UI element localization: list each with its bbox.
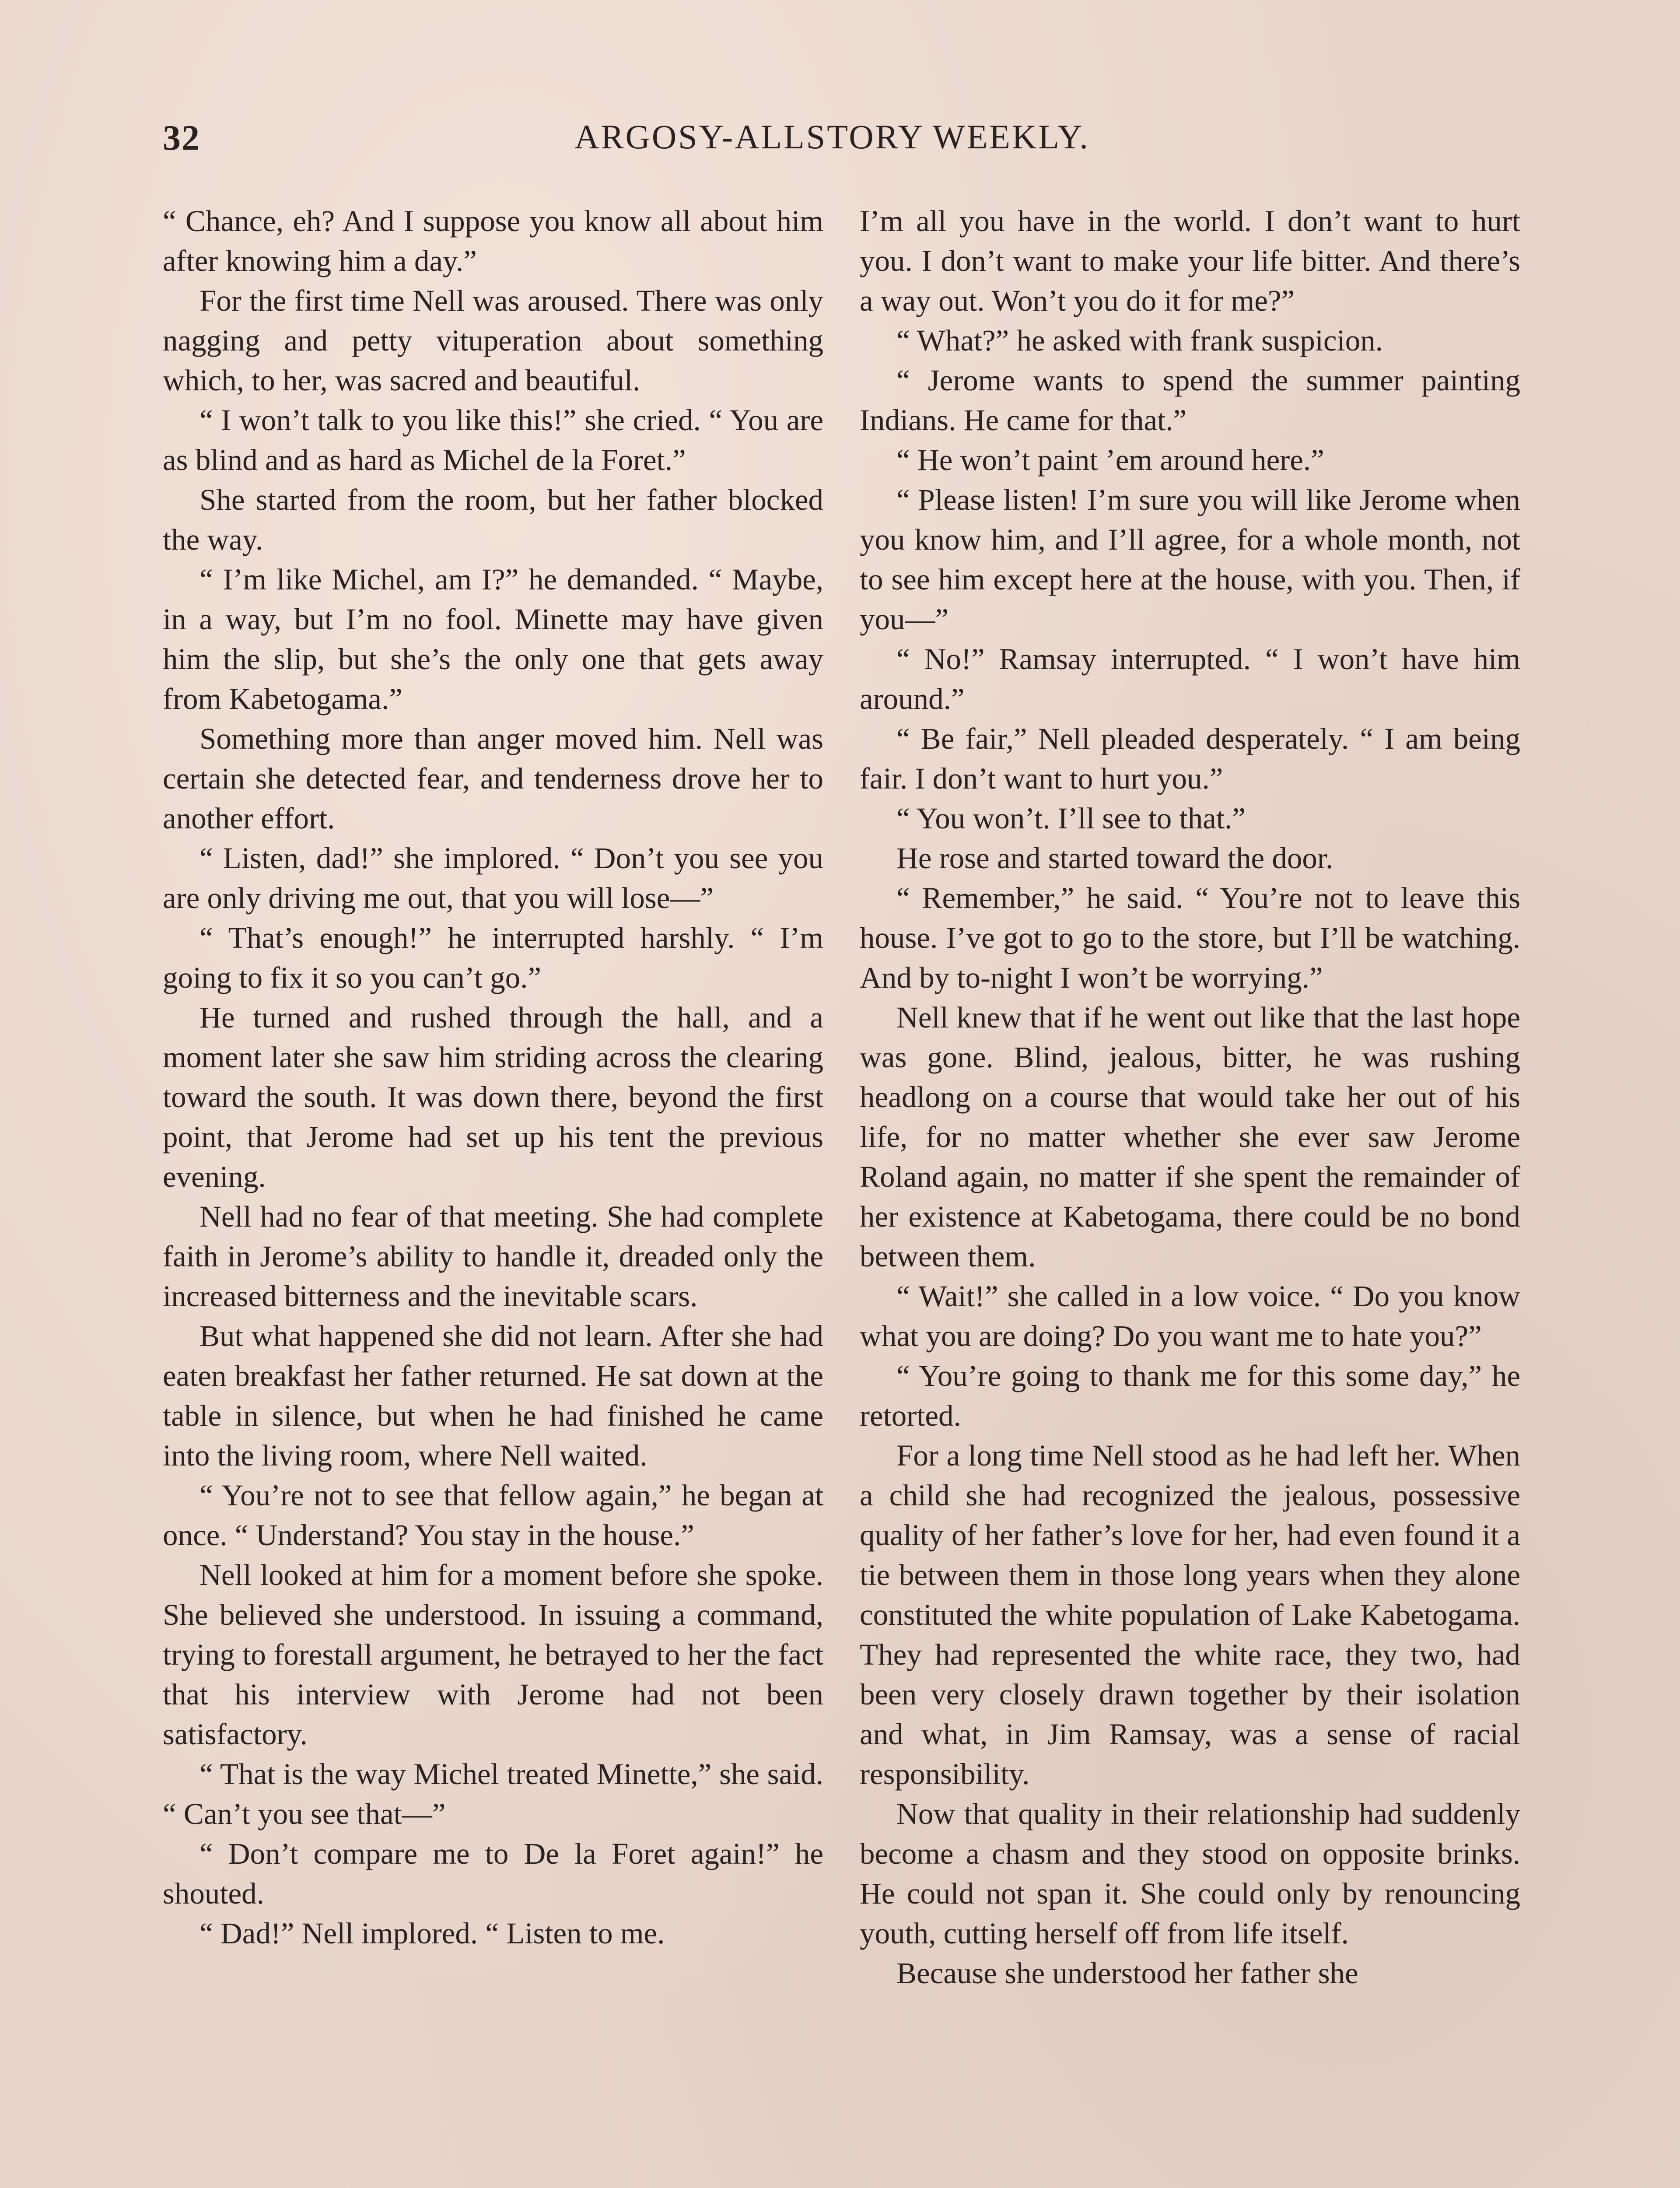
paragraph: He rose and started toward the door.	[896, 842, 1334, 875]
paragraph: Something more than anger moved him. Nell was certain she detected fear, and tenderness drove her to another effort.	[163, 722, 823, 835]
paragraph: “ I’m like Michel, am I?” he demanded. “ Maybe, in a way, but I’m no fool. Minette may have given him the slip, but she’s the only one that gets away from Kabetogama.”	[163, 563, 823, 715]
paragraph: “ He won’t paint ’em around here.”	[896, 443, 1324, 477]
paragraph: “ That is the way Michel treated Minette,” she said. “ Can’t you see that—”	[163, 1757, 823, 1830]
paragraph: He turned and rushed through the hall, and a moment later she saw him striding across the clearing toward the south. It was down there, beyond the first point, that Jerome had set up his tent the previous evening.	[163, 1001, 823, 1193]
paragraph: Nell knew that if he went out like that the last hope was gone. Blind, jealous, bitter, he was rushing headlong on a course that would take her out of his life, for no matter whether she ever saw Jerome Roland again, no matter if she spent the remainder of her existence at Kabetogama, there could be no bond between them.	[860, 1001, 1520, 1273]
paragraph: “ You won’t. I’ll see to that.”	[896, 802, 1246, 835]
paragraph: But what happened she did not learn. After she had eaten breakfast her father returned. He sat down at the table in silence, but when he had finished he came into the living room, where Nell waited.	[163, 1319, 823, 1472]
paragraph: “ What?” he asked with frank suspicion.	[896, 324, 1383, 357]
paragraph: Now that quality in their relationship had suddenly become a chasm and they stood on opposite brinks. He could not span it. She could only by renouncing youth, cutting herself off from life itself.	[860, 1797, 1520, 1950]
paragraph: “ You’re not to see that fellow again,” he began at once. “ Understand? You stay in the house.”	[163, 1479, 823, 1552]
paragraph: “ Dad!” Nell implored. “ Listen to me.	[200, 1917, 665, 1950]
paragraph: For the first time Nell was aroused. There was only nagging and petty vituperation about something which, to her, was sacred and beautiful.	[163, 284, 823, 397]
paragraph: “ Listen, dad!” she implored. “ Don’t you see you are only driving me out, that you will lose—”	[163, 842, 823, 915]
paragraph: She started from the room, but her father blocked the way.	[163, 483, 823, 556]
paragraph: “ No!” Ramsay interrupted. “ I won’t have him around.”	[860, 642, 1520, 715]
page-number: 32	[163, 118, 200, 158]
paragraph: Because she understood her father she	[896, 1957, 1358, 1990]
paragraph: “ Wait!” she called in a low voice. “ Do you know what you are doing? Do you want me to hate you?”	[860, 1280, 1520, 1353]
left-column	[163, 201, 823, 1953]
running-head	[163, 117, 1502, 165]
paragraph: For a long time Nell stood as he had left her. When a child she had recognized the jealous, possessive quality of her father’s love for her, had even found it a tie between them in those long years when they alone constituted the white population of Lake Kabetogama. They had represented the white race, they two, had been very closely drawn together by their isolation and what, in Jim Ramsay, was a sense of racial responsibility.	[860, 1439, 1520, 1791]
paragraph: “ Chance, eh? And I suppose you know all about him after knowing him a day.”	[163, 204, 823, 277]
paragraph: “ Be fair,” Nell pleaded desperately. “ I am being fair. I don’t want to hurt you.”	[860, 722, 1520, 795]
paragraph-continuation: I’m all you have in the world. I don’t want to hurt you. I don’t want to make your life bitter. And there’s a way out. Won’t you do it for me?”	[860, 204, 1520, 317]
paragraph: Nell had no fear of that meeting. She had complete faith in Jerome’s ability to handle it, dreaded only the increased bitterness and the inevitable scars.	[163, 1200, 823, 1313]
paragraph: “ You’re going to thank me for this some day,” he retorted.	[860, 1359, 1520, 1432]
paragraph: “ Don’t compare me to De la Foret again!” he shouted.	[163, 1837, 823, 1910]
paragraph: “ Please listen! I’m sure you will like Jerome when you know him, and I’ll agree, for a whole month, not to see him except here at the house, with you. Then, if you—”	[860, 483, 1520, 636]
magazine-title: ARGOSY-ALLSTORY WEEKLY.	[574, 118, 1090, 156]
paragraph: Nell looked at him for a moment before she spoke. She believed she understood. In issuing a command, trying to forestall argument, he betrayed to her the fact that his interview with Jerome had not been satisfactory.	[163, 1558, 823, 1751]
paragraph: “ That’s enough!” he interrupted harshly. “ I’m going to fix it so you can’t go.”	[163, 921, 823, 994]
paragraph: “ I won’t talk to you like this!” she cried. “ You are as blind and as hard as Michel de la Foret.”	[163, 403, 823, 477]
paragraph: “ Remember,” he said. “ You’re not to leave this house. I’ve got to go to the store, but I’ll be watching. And by to-night I won’t be worrying.”	[860, 881, 1520, 994]
right-column	[860, 201, 1520, 1993]
paragraph: “ Jerome wants to spend the summer painting Indians. He came for that.”	[860, 364, 1520, 437]
